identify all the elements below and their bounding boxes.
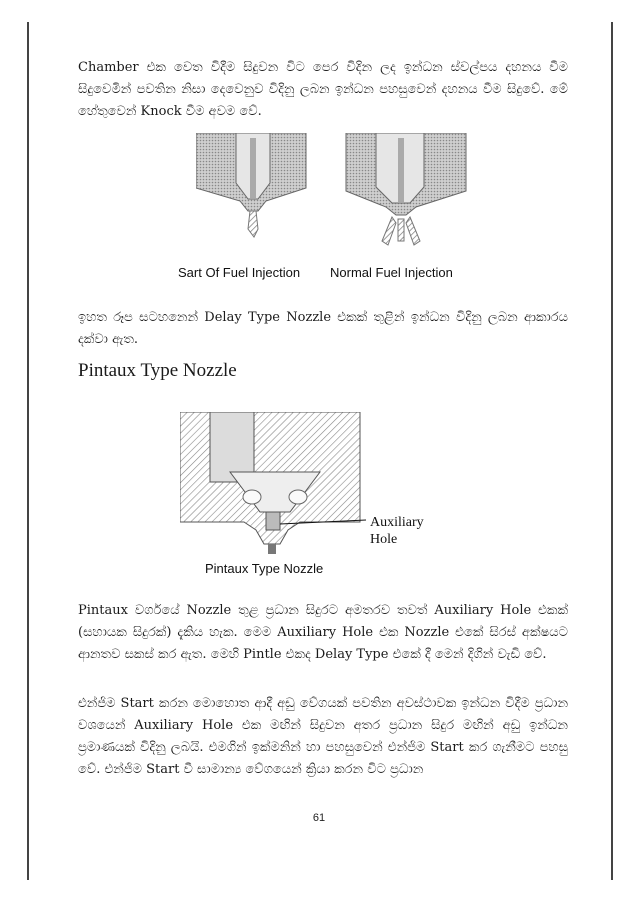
left-margin-rule — [27, 22, 29, 880]
figure-caption-normal: Normal Fuel Injection — [330, 265, 453, 280]
auxiliary-hole-label: Auxiliary Hole — [370, 515, 424, 547]
section-heading: Pintaux Type Nozzle — [78, 360, 237, 381]
right-margin-rule — [611, 22, 613, 880]
normal-injection-nozzle — [346, 133, 466, 245]
pintaux-nozzle-figure — [180, 412, 370, 562]
paragraph-delay-type: ඉහත රූප සටහනෙන් Delay Type Nozzle එකක් තුළින් ඉන්ධන විදිනු ලබන ආකාරය දක්වා ඇත. — [78, 310, 568, 347]
paragraph-pintaux: Pintaux වර්ගයේ Nozzle තුළ ප්‍රධාන සිදුරට අමතරව තවත් Auxiliary Hole එකක් (සහායක සිදුරක්) දැකිය හැක. මෙම Auxiliary Hole එක Nozzle එකේ සිරස් අක්ෂයට ආනතව සකස් කර ඇත. මෙහි Pintle එකද Delay Type එකේ දී මෙන් දිගින් වැඩි වේ. — [78, 603, 568, 662]
page-number: 61 — [312, 812, 326, 824]
paragraph-knock: Chamber එක වෙත විදීම සිදුවන විට පෙර විදින ලද ඉන්ධන ස්වල්පය දහනය වීම සිදුවෙමින් පවතින නිසා දෙවෙනුව විදිනු ලබන ඉන්ධන පහසුවෙන් දහනය වීම සිදුවේ. මේ හේතුවෙන් Knock වීම අවම වේ. — [78, 60, 568, 119]
start-of-injection-nozzle — [196, 133, 306, 237]
fuel-injection-figure — [196, 133, 476, 263]
paragraph-engine-start: එන්ජිම Start කරන මොහොත ආදී අඩු වේගයක් පවතින අවස්ථාවක ඉන්ධන විදීම ප්‍රධාන වශයෙන් Auxiliary Hole එක මඟින් සිදුවන අතර ප්‍රධාන සිදුර මඟින් අඩු ඉන්ධන ප්‍රමාණයක් විදිනු ලබයි. එමගින් ඉක්මනින් හා පහසුවෙන් එන්ජිම Start කර ගැනීමට පහසු වේ. එන්ජිම Start වී සාමාන්‍ය වේගයෙන් ක්‍රියා කරන විට ප්‍රධාන — [78, 696, 568, 777]
pintaux-figure-caption: Pintaux Type Nozzle — [205, 561, 324, 576]
figure-caption-start: Sart Of Fuel Injection — [178, 265, 301, 280]
